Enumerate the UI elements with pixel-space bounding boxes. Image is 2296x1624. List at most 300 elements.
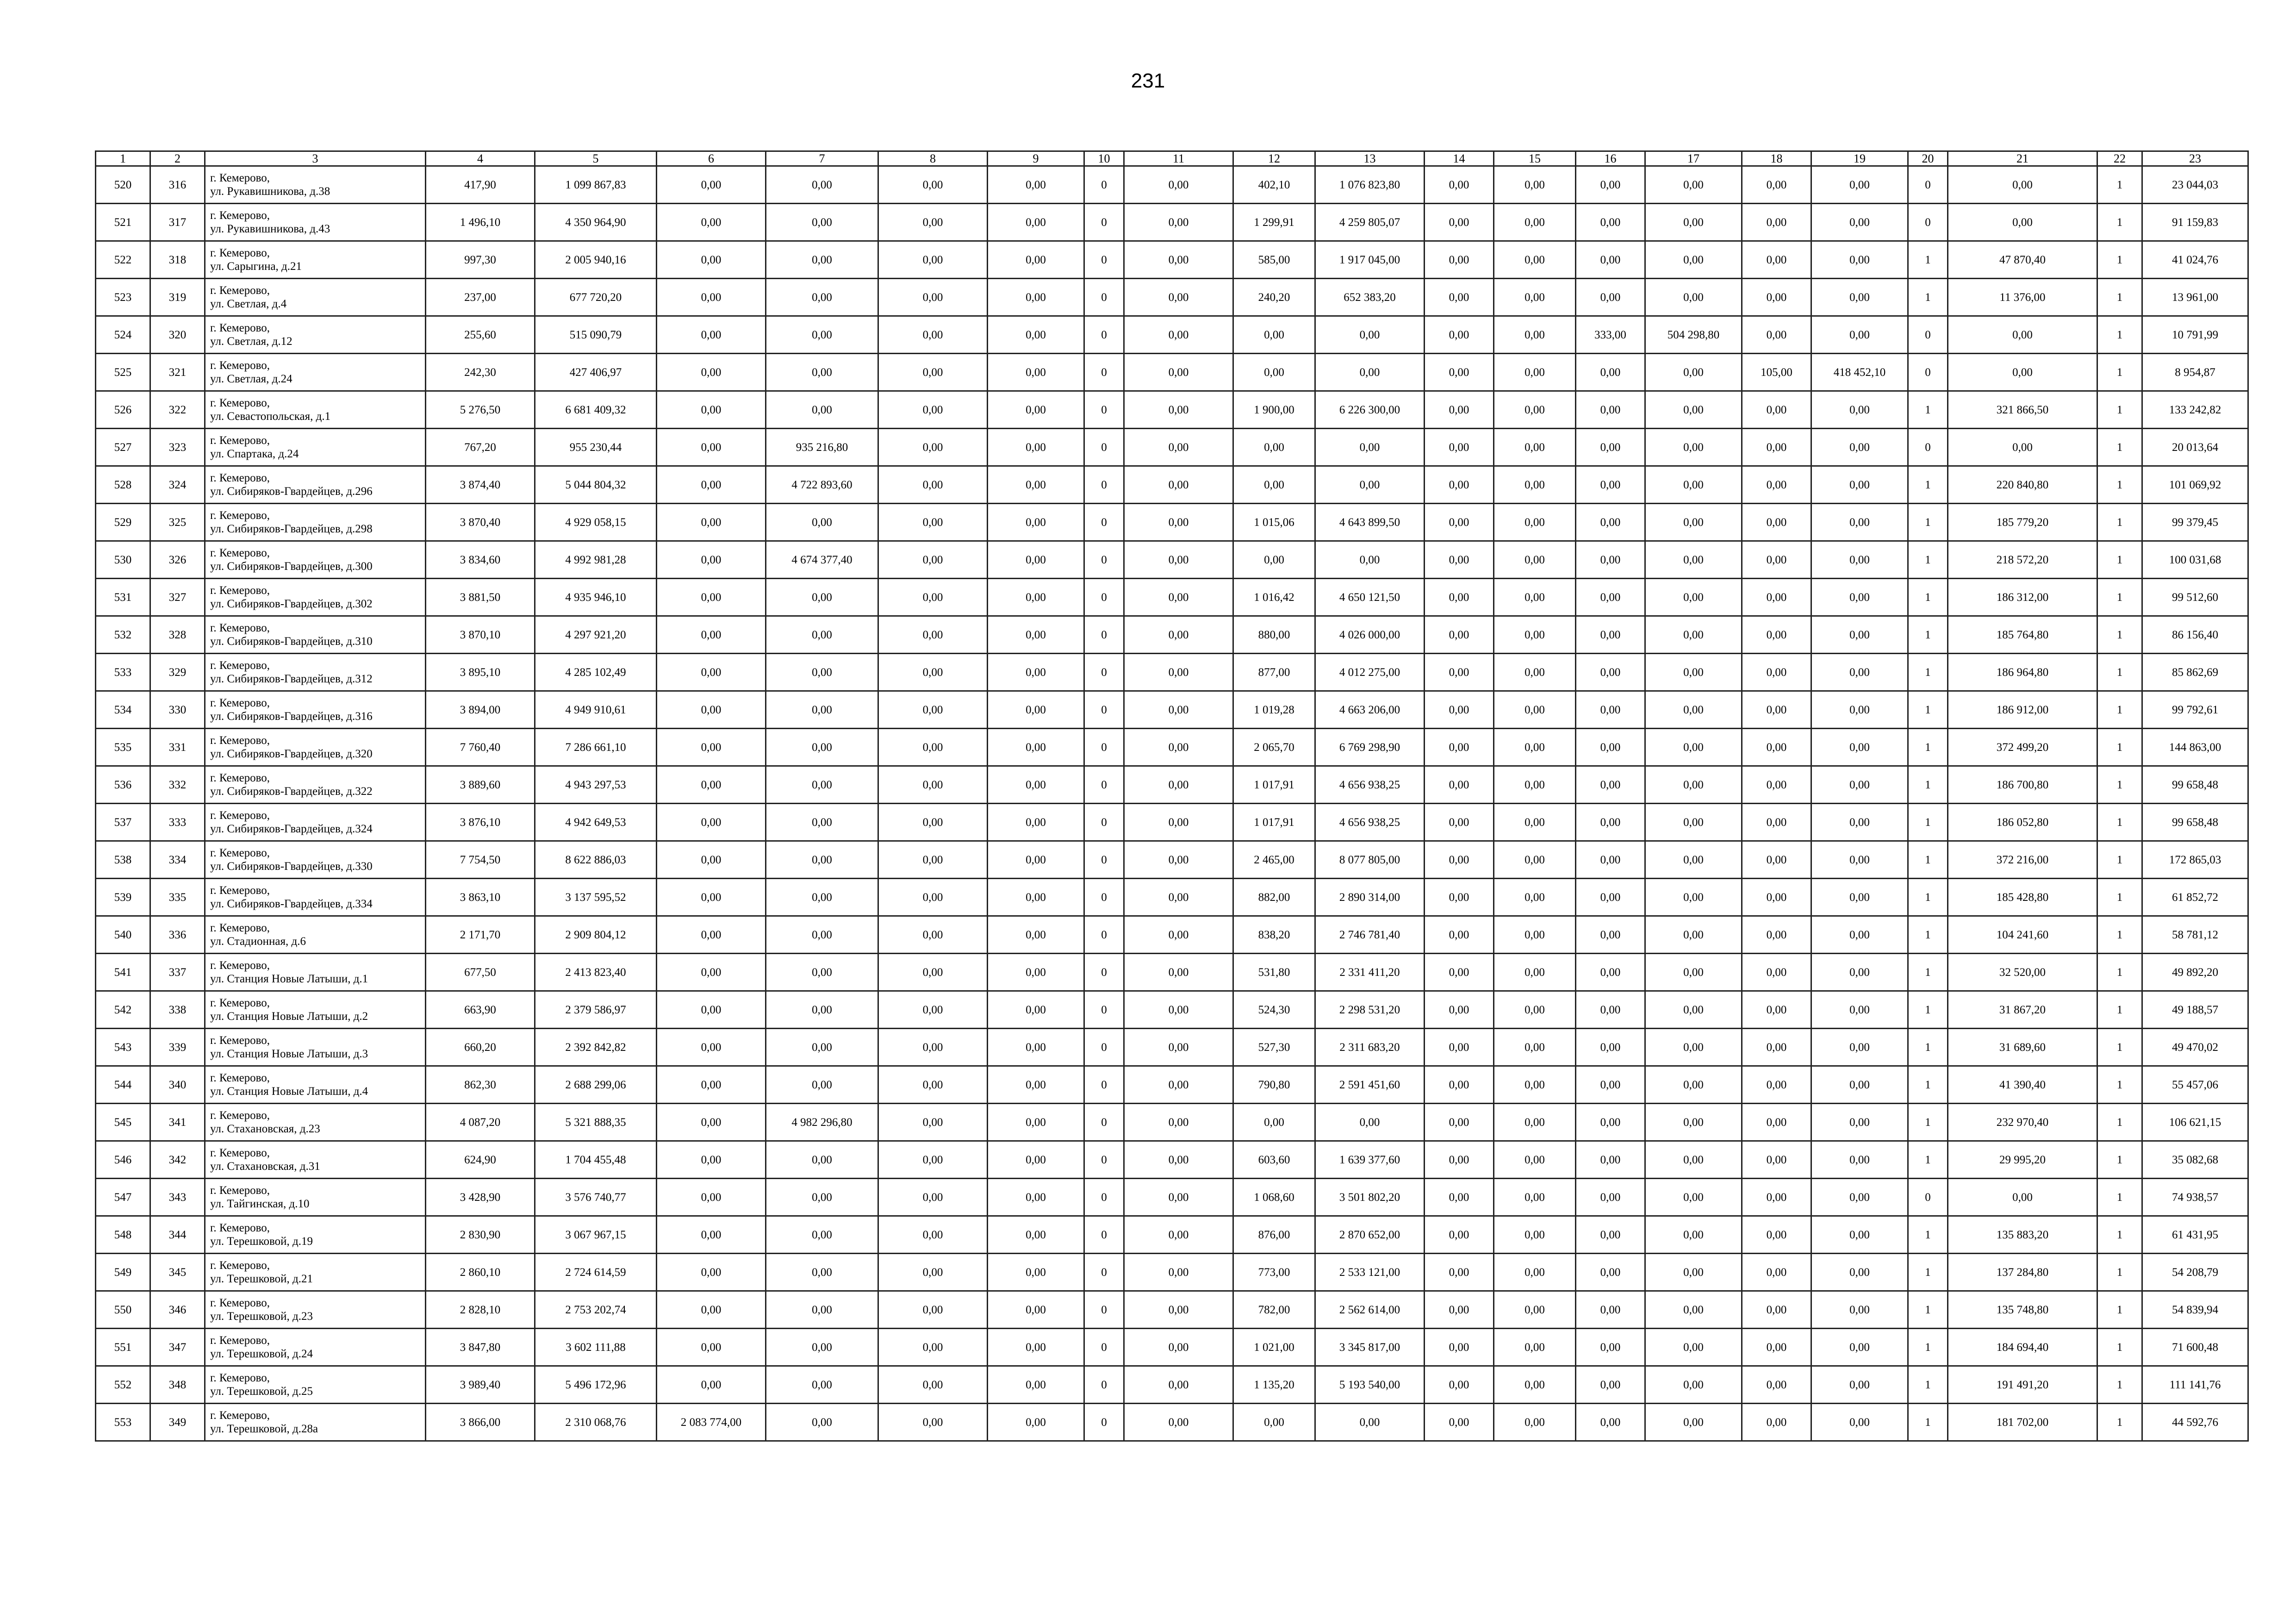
table-cell: 0,00 <box>1576 916 1645 954</box>
table-cell: 1 <box>2097 616 2142 654</box>
table-cell: 0 <box>1084 316 1124 354</box>
table-cell: 348 <box>150 1366 205 1404</box>
table-cell: 0,00 <box>1576 691 1645 729</box>
table-cell: 0,00 <box>1494 1104 1576 1141</box>
table-cell: 334 <box>150 841 205 879</box>
table-cell: 0 <box>1084 1216 1124 1254</box>
table-cell: 44 592,76 <box>2142 1404 2248 1441</box>
table-cell: 0,00 <box>1124 1366 1233 1404</box>
table-cell: 0,00 <box>657 579 766 616</box>
table-cell: 0,00 <box>766 729 878 766</box>
table-cell: 1 <box>2097 691 2142 729</box>
table-cell: 0,00 <box>988 579 1084 616</box>
table-cell: 0,00 <box>1494 691 1576 729</box>
table-cell: 47 870,40 <box>1948 241 2097 279</box>
table-cell: 4 949 910,61 <box>535 691 657 729</box>
table-cell: 0,00 <box>1124 841 1233 879</box>
table-row <box>96 804 2248 841</box>
table-cell: 2 830,90 <box>426 1216 535 1254</box>
table-cell: 91 159,83 <box>2142 204 2248 241</box>
table-cell: 527 <box>96 429 150 466</box>
table-cell: 58 781,12 <box>2142 916 2248 954</box>
table-cell: 0,00 <box>1576 616 1645 654</box>
table-cell: 0,00 <box>1315 316 1425 354</box>
table-cell: 0,00 <box>1576 354 1645 391</box>
table-cell: 1 <box>1908 1366 1948 1404</box>
table-cell: 0,00 <box>1494 466 1576 504</box>
table-cell: 1 299,91 <box>1233 204 1315 241</box>
table-cell: 0 <box>1084 429 1124 466</box>
address-cell: г. Кемерово, ул. Сибиряков-Гвардейцев, д.316 <box>205 691 426 729</box>
table-cell: 0,00 <box>988 991 1084 1029</box>
table-cell: 49 892,20 <box>2142 954 2248 991</box>
table-cell: 0,00 <box>878 241 988 279</box>
table-cell: 0,00 <box>1742 691 1811 729</box>
column-number-cell: 16 <box>1576 151 1645 166</box>
table-cell: 0,00 <box>766 204 878 241</box>
table-cell: 1 <box>2097 279 2142 316</box>
table-cell: 31 689,60 <box>1948 1029 2097 1066</box>
table-cell: 0,00 <box>1124 1216 1233 1254</box>
table-cell: 0,00 <box>1742 991 1811 1029</box>
table-cell: 603,60 <box>1233 1141 1315 1179</box>
table-cell: 1 <box>2097 1179 2142 1216</box>
table-cell: 677 720,20 <box>535 279 657 316</box>
table-cell: 0,00 <box>766 279 878 316</box>
table-cell: 8 077 805,00 <box>1315 841 1425 879</box>
table-cell: 7 286 661,10 <box>535 729 657 766</box>
table-cell: 0,00 <box>1425 466 1494 504</box>
table-cell: 0,00 <box>1124 616 1233 654</box>
table-cell: 536 <box>96 766 150 804</box>
table-cell: 333,00 <box>1576 316 1645 354</box>
address-cell: г. Кемерово, ул. Севастопольская, д.1 <box>205 391 426 429</box>
table-cell: 0,00 <box>878 991 988 1029</box>
table-cell: 0,00 <box>1742 1141 1811 1179</box>
column-number-cell: 13 <box>1315 151 1425 166</box>
table-cell: 4 087,20 <box>426 1104 535 1141</box>
table-cell: 0 <box>1084 691 1124 729</box>
table-cell: 0,00 <box>766 391 878 429</box>
table-cell: 8 954,87 <box>2142 354 2248 391</box>
table-cell: 0,00 <box>766 1029 878 1066</box>
table-cell: 330 <box>150 691 205 729</box>
table-cell: 29 995,20 <box>1948 1141 2097 1179</box>
table-cell: 3 889,60 <box>426 766 535 804</box>
table-cell: 0,00 <box>1576 1291 1645 1329</box>
table-cell: 0,00 <box>1425 691 1494 729</box>
table-cell: 185 779,20 <box>1948 504 2097 541</box>
table-cell: 340 <box>150 1066 205 1104</box>
table-cell: 790,80 <box>1233 1066 1315 1104</box>
table-cell: 0,00 <box>1494 1404 1576 1441</box>
table-row <box>96 579 2248 616</box>
table-cell: 1 900,00 <box>1233 391 1315 429</box>
table-cell: 0,00 <box>766 316 878 354</box>
table-cell: 0,00 <box>1494 429 1576 466</box>
table-cell: 0,00 <box>988 1291 1084 1329</box>
table-cell: 0,00 <box>1742 1404 1811 1441</box>
table-cell: 5 496 172,96 <box>535 1366 657 1404</box>
table-cell: 0,00 <box>1124 1404 1233 1441</box>
table-cell: 1 <box>1908 466 1948 504</box>
table-cell: 522 <box>96 241 150 279</box>
table-cell: 0,00 <box>1494 279 1576 316</box>
table-cell: 0,00 <box>657 841 766 879</box>
table-cell: 660,20 <box>426 1029 535 1066</box>
table-cell: 0,00 <box>1742 541 1811 579</box>
table-cell: 0,00 <box>1124 1179 1233 1216</box>
table-cell: 0,00 <box>657 1329 766 1366</box>
table-cell: 0 <box>1084 579 1124 616</box>
data-table <box>95 150 2249 1442</box>
table-cell: 0,00 <box>1742 1291 1811 1329</box>
table-cell: 4 643 899,50 <box>1315 504 1425 541</box>
table-cell: 0,00 <box>1742 166 1811 204</box>
table-cell: 0,00 <box>1494 1066 1576 1104</box>
table-cell: 0,00 <box>1576 466 1645 504</box>
table-cell: 99 792,61 <box>2142 691 2248 729</box>
table-cell: 0 <box>1084 954 1124 991</box>
table-cell: 552 <box>96 1366 150 1404</box>
table-cell: 0,00 <box>1645 916 1742 954</box>
table-cell: 2 533 121,00 <box>1315 1254 1425 1291</box>
table-cell: 1 <box>1908 391 1948 429</box>
table-cell: 782,00 <box>1233 1291 1315 1329</box>
table-cell: 325 <box>150 504 205 541</box>
table-cell: 341 <box>150 1104 205 1141</box>
table-cell: 0 <box>1084 204 1124 241</box>
table-cell: 0,00 <box>1645 1291 1742 1329</box>
table-cell: 0,00 <box>878 879 988 916</box>
table-cell: 0,00 <box>1811 1029 1908 1066</box>
table-cell: 0,00 <box>1742 1029 1811 1066</box>
table-cell: 0,00 <box>1124 391 1233 429</box>
table-cell: 677,50 <box>426 954 535 991</box>
table-cell: 11 376,00 <box>1948 279 2097 316</box>
table-cell: 0,00 <box>988 504 1084 541</box>
table-cell: 0,00 <box>878 916 988 954</box>
table-cell: 106 621,15 <box>2142 1104 2248 1141</box>
table-cell: 8 622 886,03 <box>535 841 657 879</box>
table-cell: 862,30 <box>426 1066 535 1104</box>
table-cell: 540 <box>96 916 150 954</box>
table-cell: 2 909 804,12 <box>535 916 657 954</box>
table-cell: 2 746 781,40 <box>1315 916 1425 954</box>
table-cell: 1 015,06 <box>1233 504 1315 541</box>
table-cell: 218 572,20 <box>1948 541 2097 579</box>
table-cell: 0,00 <box>1425 879 1494 916</box>
table-cell: 0,00 <box>1494 654 1576 691</box>
table-cell: 0,00 <box>1742 466 1811 504</box>
table-cell: 372 216,00 <box>1948 841 2097 879</box>
table-cell: 133 242,82 <box>2142 391 2248 429</box>
table-cell: 1 <box>2097 916 2142 954</box>
table-cell: 539 <box>96 879 150 916</box>
table-cell: 0,00 <box>1811 1404 1908 1441</box>
table-cell: 0 <box>1084 1404 1124 1441</box>
table-cell: 3 989,40 <box>426 1366 535 1404</box>
table-cell: 876,00 <box>1233 1216 1315 1254</box>
table-cell: 663,90 <box>426 991 535 1029</box>
table-cell: 1 <box>1908 804 1948 841</box>
table-cell: 0,00 <box>1494 1029 1576 1066</box>
table-cell: 184 694,40 <box>1948 1329 2097 1366</box>
table-cell: 343 <box>150 1179 205 1216</box>
table-cell: 0,00 <box>1124 954 1233 991</box>
table-cell: 1 <box>2097 804 2142 841</box>
table-cell: 0,00 <box>657 1216 766 1254</box>
table-cell: 0,00 <box>766 1216 878 1254</box>
table-cell: 0,00 <box>1948 316 2097 354</box>
table-cell: 0,00 <box>1576 579 1645 616</box>
table-cell: 5 044 804,32 <box>535 466 657 504</box>
table-cell: 0,00 <box>878 1029 988 1066</box>
table-cell: 0,00 <box>1494 166 1576 204</box>
table-cell: 0 <box>1084 991 1124 1029</box>
table-cell: 0,00 <box>1645 391 1742 429</box>
table-cell: 2 465,00 <box>1233 841 1315 879</box>
table-cell: 0,00 <box>1233 1104 1315 1141</box>
table-cell: 0,00 <box>766 1366 878 1404</box>
column-number-row <box>96 151 2248 166</box>
table-cell: 0,00 <box>1576 1066 1645 1104</box>
table-cell: 0,00 <box>1811 316 1908 354</box>
table-cell: 0,00 <box>1811 166 1908 204</box>
table-cell: 4 943 297,53 <box>535 766 657 804</box>
table-cell: 1 <box>2097 729 2142 766</box>
address-cell: г. Кемерово, ул. Терешковой, д.21 <box>205 1254 426 1291</box>
table-cell: 4 929 058,15 <box>535 504 657 541</box>
table-cell: 1 068,60 <box>1233 1179 1315 1216</box>
column-number-cell: 2 <box>150 151 205 166</box>
table-cell: 0,00 <box>1576 729 1645 766</box>
table-cell: 4 982 296,80 <box>766 1104 878 1141</box>
table-cell: 0,00 <box>1124 354 1233 391</box>
table-row <box>96 166 2248 204</box>
table-cell: 0,00 <box>1425 204 1494 241</box>
table-cell: 1 019,28 <box>1233 691 1315 729</box>
table-cell: 335 <box>150 879 205 916</box>
table-cell: 0 <box>1908 429 1948 466</box>
table-cell: 1 <box>2097 1104 2142 1141</box>
table-cell: 0,00 <box>1811 1291 1908 1329</box>
table-cell: 3 501 802,20 <box>1315 1179 1425 1216</box>
table-cell: 0 <box>1084 1254 1124 1291</box>
table-row <box>96 1329 2248 1366</box>
table-cell: 4 663 206,00 <box>1315 691 1425 729</box>
table-cell: 186 312,00 <box>1948 579 2097 616</box>
table-cell: 0,00 <box>1645 166 1742 204</box>
table-cell: 3 876,10 <box>426 804 535 841</box>
table-cell: 0,00 <box>878 541 988 579</box>
table-cell: 1 <box>1908 1216 1948 1254</box>
table-cell: 0,00 <box>1811 1141 1908 1179</box>
table-cell: 0,00 <box>1425 804 1494 841</box>
table-cell: 773,00 <box>1233 1254 1315 1291</box>
table-cell: 0,00 <box>657 691 766 729</box>
table-cell: 321 866,50 <box>1948 391 2097 429</box>
table-cell: 3 874,40 <box>426 466 535 504</box>
table-cell: 0,00 <box>1645 954 1742 991</box>
table-cell: 0,00 <box>657 504 766 541</box>
table-cell: 0,00 <box>1811 766 1908 804</box>
table-cell: 7 754,50 <box>426 841 535 879</box>
table-cell: 537 <box>96 804 150 841</box>
table-cell: 0,00 <box>1425 916 1494 954</box>
table-cell: 6 769 298,90 <box>1315 729 1425 766</box>
table-row <box>96 1404 2248 1441</box>
table-cell: 1 <box>2097 1066 2142 1104</box>
table-cell: 1 639 377,60 <box>1315 1141 1425 1179</box>
table-cell: 1 <box>1908 691 1948 729</box>
table-cell: 525 <box>96 354 150 391</box>
table-cell: 1 <box>1908 879 1948 916</box>
table-cell: 1 <box>1908 279 1948 316</box>
table-cell: 85 862,69 <box>2142 654 2248 691</box>
table-row <box>96 916 2248 954</box>
table-cell: 1 099 867,83 <box>535 166 657 204</box>
table-cell: 0,00 <box>1124 991 1233 1029</box>
column-number-cell: 4 <box>426 151 535 166</box>
table-cell: 0,00 <box>766 1254 878 1291</box>
table-cell: 181 702,00 <box>1948 1404 2097 1441</box>
table-cell: 0,00 <box>1742 616 1811 654</box>
table-cell: 0,00 <box>878 166 988 204</box>
table-cell: 0,00 <box>1742 504 1811 541</box>
table-cell: 534 <box>96 691 150 729</box>
table-cell: 0,00 <box>1124 1029 1233 1066</box>
table-cell: 0,00 <box>1742 879 1811 916</box>
table-cell: 0,00 <box>988 354 1084 391</box>
table-cell: 532 <box>96 616 150 654</box>
table-cell: 997,30 <box>426 241 535 279</box>
table-cell: 0,00 <box>988 1366 1084 1404</box>
table-cell: 333 <box>150 804 205 841</box>
table-cell: 191 491,20 <box>1948 1366 2097 1404</box>
table-cell: 0,00 <box>878 1291 988 1329</box>
table-cell: 1 <box>1908 541 1948 579</box>
table-cell: 543 <box>96 1029 150 1066</box>
table-cell: 418 452,10 <box>1811 354 1908 391</box>
table-cell: 0,00 <box>1233 354 1315 391</box>
table-row <box>96 316 2248 354</box>
table-row <box>96 1029 2248 1066</box>
table-cell: 1 <box>1908 1066 1948 1104</box>
table-cell: 545 <box>96 1104 150 1141</box>
table-cell: 1 <box>2097 541 2142 579</box>
table-cell: 0,00 <box>657 1179 766 1216</box>
table-cell: 0,00 <box>878 1216 988 1254</box>
table-cell: 0,00 <box>657 1066 766 1104</box>
table-cell: 0,00 <box>766 879 878 916</box>
table-cell: 0,00 <box>1811 429 1908 466</box>
table-cell: 0,00 <box>1576 1254 1645 1291</box>
address-cell: г. Кемерово, ул. Тайгинская, д.10 <box>205 1179 426 1216</box>
table-cell: 0,00 <box>1742 654 1811 691</box>
table-cell: 0,00 <box>1576 1104 1645 1141</box>
table-cell: 100 031,68 <box>2142 541 2248 579</box>
table-cell: 0 <box>1084 541 1124 579</box>
table-cell: 1 <box>1908 504 1948 541</box>
table-cell: 144 863,00 <box>2142 729 2248 766</box>
table-cell: 2 591 451,60 <box>1315 1066 1425 1104</box>
table-cell: 2 331 411,20 <box>1315 954 1425 991</box>
table-cell: 0,00 <box>1742 1216 1811 1254</box>
table-cell: 0,00 <box>1645 541 1742 579</box>
table-cell: 0,00 <box>766 166 878 204</box>
table-cell: 372 499,20 <box>1948 729 2097 766</box>
table-row <box>96 654 2248 691</box>
table-cell: 0,00 <box>1811 654 1908 691</box>
table-cell: 1 <box>1908 1254 1948 1291</box>
table-cell: 0,00 <box>1576 504 1645 541</box>
table-cell: 0,00 <box>1576 954 1645 991</box>
table-cell: 1 <box>2097 1029 2142 1066</box>
table-cell: 0,00 <box>766 804 878 841</box>
table-cell: 0,00 <box>878 691 988 729</box>
table-cell: 0,00 <box>878 804 988 841</box>
table-cell: 0,00 <box>766 841 878 879</box>
table-cell: 515 090,79 <box>535 316 657 354</box>
table-cell: 346 <box>150 1291 205 1329</box>
table-cell: 105,00 <box>1742 354 1811 391</box>
table-cell: 0,00 <box>766 991 878 1029</box>
table-cell: 0 <box>1084 1329 1124 1366</box>
table-cell: 3 137 595,52 <box>535 879 657 916</box>
table-cell: 2 310 068,76 <box>535 1404 657 1441</box>
table-cell: 0,00 <box>1494 1216 1576 1254</box>
table-cell: 0,00 <box>1742 1104 1811 1141</box>
table-cell: 1 <box>2097 1404 2142 1441</box>
table-cell: 4 656 938,25 <box>1315 766 1425 804</box>
table-cell: 553 <box>96 1404 150 1441</box>
table-cell: 1 <box>2097 241 2142 279</box>
table-cell: 1 <box>1908 1029 1948 1066</box>
table-cell: 529 <box>96 504 150 541</box>
column-number-cell: 9 <box>988 151 1084 166</box>
table-cell: 0,00 <box>1742 729 1811 766</box>
table-cell: 0,00 <box>766 1179 878 1216</box>
table-cell: 342 <box>150 1141 205 1179</box>
table-cell: 0,00 <box>1425 654 1494 691</box>
table-cell: 0,00 <box>1124 1104 1233 1141</box>
table-cell: 4 297 921,20 <box>535 616 657 654</box>
table-cell: 0,00 <box>1124 504 1233 541</box>
table-cell: 0,00 <box>1742 1066 1811 1104</box>
table-cell: 1 <box>2097 166 2142 204</box>
table-cell: 4 656 938,25 <box>1315 804 1425 841</box>
table-cell: 0,00 <box>1425 504 1494 541</box>
table-cell: 0,00 <box>988 691 1084 729</box>
table-cell: 0,00 <box>1811 954 1908 991</box>
table-cell: 0,00 <box>1645 1104 1742 1141</box>
table-cell: 0,00 <box>1494 1366 1576 1404</box>
table-cell: 1 <box>2097 879 2142 916</box>
table-cell: 3 345 817,00 <box>1315 1329 1425 1366</box>
table-cell: 0,00 <box>988 391 1084 429</box>
table-cell: 0,00 <box>1811 1179 1908 1216</box>
table-cell: 1 <box>2097 1291 2142 1329</box>
table-cell: 0,00 <box>1494 1141 1576 1179</box>
table-cell: 0,00 <box>1742 279 1811 316</box>
table-row <box>96 279 2248 316</box>
table-cell: 0 <box>1084 1291 1124 1329</box>
table-cell: 0,00 <box>1645 241 1742 279</box>
table-cell: 2 828,10 <box>426 1291 535 1329</box>
table-cell: 0,00 <box>988 166 1084 204</box>
table-cell: 49 188,57 <box>2142 991 2248 1029</box>
